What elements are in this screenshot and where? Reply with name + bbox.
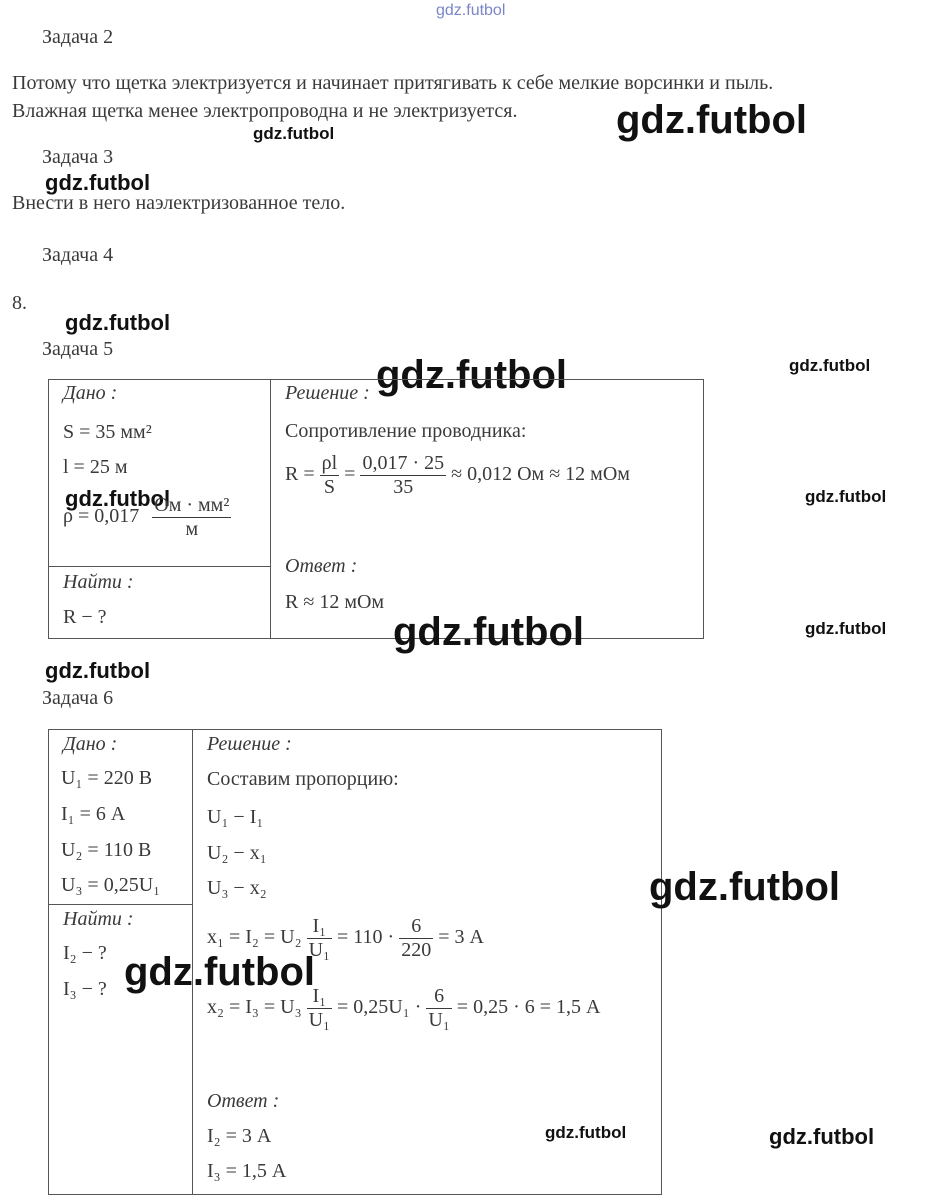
task2-line1: Потому что щетка электризуется и начинает притягивать к себе мелкие ворсинки и пыль. bbox=[12, 72, 774, 94]
watermark: gdz.futbol bbox=[65, 310, 171, 335]
watermark: gdz.futbol bbox=[253, 124, 335, 143]
watermark: gdz.futbol bbox=[805, 487, 887, 506]
task6-step1: Составим пропорцию: bbox=[207, 768, 399, 790]
task5-dano-label: Дано : bbox=[63, 382, 118, 404]
task5-otvet-label: Ответ : bbox=[285, 555, 358, 577]
task6-heading: Задача 6 bbox=[42, 687, 114, 709]
watermark: gdz.futbol bbox=[393, 610, 585, 654]
task6-otvet-label: Ответ : bbox=[207, 1090, 280, 1112]
watermark: gdz.futbol bbox=[124, 950, 316, 994]
task6-answer-item: I₂ = 3 А bbox=[207, 1125, 272, 1147]
watermark: gdz.futbol bbox=[769, 1124, 875, 1149]
task5-find-R: R − ? bbox=[63, 606, 107, 628]
task5-given-rho: ρ = 0,017 $\frac{\text{Ом · мм²}}{м}$ bbox=[63, 494, 230, 540]
task5-given-divider bbox=[48, 566, 270, 567]
task5-formula: R = $\frac{\rho l}{S}$ = $\frac{0,017 \cdot 25}{35}$ ≈ 0,012 Ом ≈ 12 мОм bbox=[285, 452, 630, 498]
watermark: gdz.futbol bbox=[649, 865, 841, 909]
watermark: gdz.futbol bbox=[805, 619, 887, 638]
task5-reshenie-label: Решение : bbox=[285, 382, 370, 404]
task6-find-item: I₂ − ? bbox=[63, 942, 107, 964]
task2-heading: Задача 2 bbox=[42, 26, 114, 48]
watermark: gdz.futbol bbox=[545, 1123, 627, 1142]
task6-prop-line: U₂ − x₁ bbox=[207, 842, 267, 864]
task6-given-item: I₁ = 6 А bbox=[61, 803, 126, 825]
task3-heading: Задача 3 bbox=[42, 146, 114, 168]
task6-dano-label: Дано : bbox=[63, 733, 118, 755]
task5-given-l: l = 25 м bbox=[63, 456, 128, 478]
watermark: gdz.futbol bbox=[45, 170, 151, 195]
task6-given-item: U₂ = 110 В bbox=[61, 839, 152, 861]
task4-heading: Задача 4 bbox=[42, 244, 114, 266]
task6-answer-item: I₃ = 1,5 А bbox=[207, 1160, 287, 1182]
task6-x2-formula: x₂ = I₃ = U₃ $\frac{\text{I₁}}{\text{U₁}}$ = 0,25U₁ · $\frac{6}{\text{U₁}}$ = 0,25 · 6 = 1,5 А bbox=[207, 985, 601, 1031]
task6-prop-line: U₃ − x₂ bbox=[207, 877, 267, 899]
task6-given-item: U₁ = 220 В bbox=[61, 767, 153, 789]
task6-x1-formula: x₁ = I₂ = U₂ $\frac{\text{I₁}}{\text{U₁}}$ = 110 · $\frac{6}{220}$ = 3 А bbox=[207, 915, 484, 961]
watermark: gdz.futbol bbox=[789, 356, 871, 375]
task5-step1: Сопротивление проводника: bbox=[285, 420, 527, 442]
watermark: gdz.futbol bbox=[45, 658, 151, 683]
task5-naiti-label: Найти : bbox=[63, 571, 134, 593]
task6-reshenie-label: Решение : bbox=[207, 733, 292, 755]
task5-heading: Задача 5 bbox=[42, 338, 114, 360]
task5-divider bbox=[270, 379, 271, 638]
task5-given-S: S = 35 мм² bbox=[63, 421, 152, 443]
task6-naiti-label: Найти : bbox=[63, 908, 134, 930]
task2-line2: Влажная щетка менее электропроводна и не электризуется. bbox=[12, 100, 518, 122]
task6-given-item: U₃ = 0,25U₁ bbox=[61, 874, 161, 896]
watermark: gdz.futbol bbox=[65, 486, 171, 511]
task6-find-item: I₃ − ? bbox=[63, 978, 107, 1000]
task4-answer: 8. bbox=[12, 292, 27, 314]
task3-answer: Внести в него наэлектризованное тело. bbox=[12, 192, 346, 214]
watermark: gdz.futbol bbox=[436, 2, 506, 19]
task6-prop-line: U₁ − I₁ bbox=[207, 806, 264, 828]
watermark: gdz.futbol bbox=[616, 98, 808, 142]
task6-given-divider bbox=[48, 904, 192, 905]
watermark: gdz.futbol bbox=[376, 353, 568, 397]
task5-answer: R ≈ 12 мОм bbox=[285, 591, 385, 613]
